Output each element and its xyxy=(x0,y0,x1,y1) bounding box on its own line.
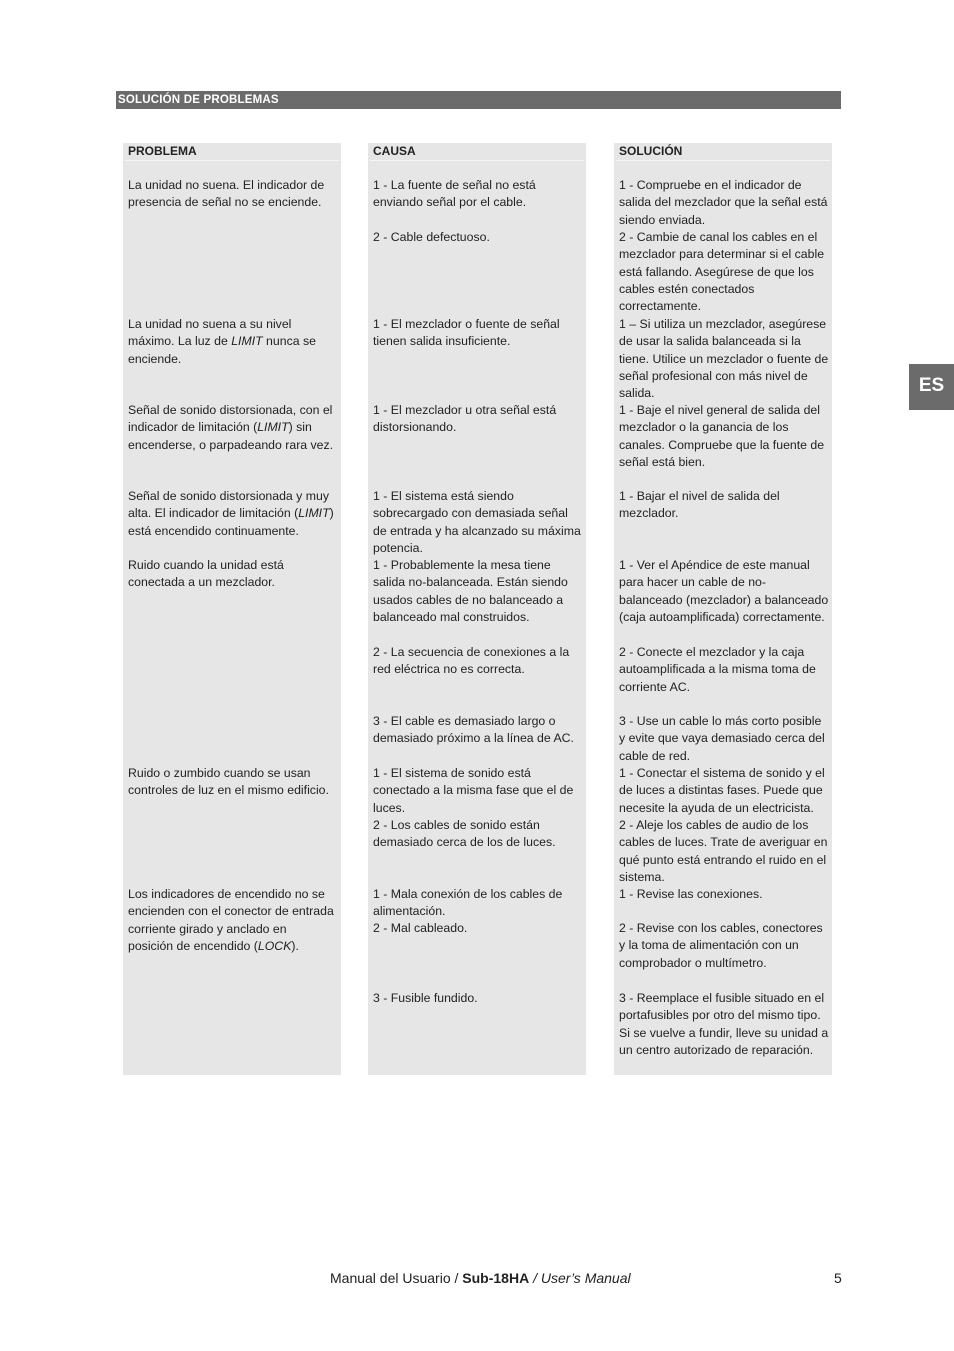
limit-term: LIMIT xyxy=(298,506,330,521)
solucion-item: 3 - Reemplace el fusible situado en el portafusibles por otro del mismo tipo. Si se vuelve a fundir, lleve su unidad a un centro autorizado de reparación. xyxy=(619,991,829,1057)
solucion-item: 1 – Si utiliza un mezclador, asegúrese de usar la salida balanceada si la tiene. Utilice un mezclador o fuente de señal profesional con más nivel de salida. xyxy=(619,317,829,401)
solucion-item: 1 - Ver el Apéndice de este manual para hacer un cable de no-balanceado (mezclador) a balanceado (caja autoamplificada) correctamente. xyxy=(619,558,829,624)
footer-model: Sub-18HA xyxy=(462,1270,530,1286)
lock-term: LOCK xyxy=(257,938,292,953)
causa-item: 2 - Mal cableado. xyxy=(373,921,468,935)
limit-term: LIMIT xyxy=(257,420,289,435)
causa-item: 2 - La secuencia de conexiones a la red eléctrica no es correcta. xyxy=(373,645,570,677)
limit-term: LIMIT xyxy=(231,334,263,349)
language-tab-label: ES xyxy=(918,375,945,396)
language-tab xyxy=(909,364,954,410)
causa-item: 1 - El mezclador u otra señal está distorsionando. xyxy=(373,403,557,435)
solucion-item: 1 - Revise las conexiones. xyxy=(619,887,763,901)
solucion-item: 2 - Conecte el mezclador y la caja autoamplificada a la misma toma de corriente AC. xyxy=(619,645,816,694)
problema-cell: Los indicadores de encendido no se encienden con el conector de entrada corriente girado y anclado en posición de encendido (LOCK). xyxy=(128,887,334,953)
problema-cell: Ruido cuando la unidad está conectada a un mezclador. xyxy=(128,558,284,590)
solucion-item: 1 - Baje el nivel general de salida del mezclador o la ganancia de los canales. Compruebe que la fuente de señal está bien. xyxy=(619,403,825,469)
header-divider xyxy=(616,160,830,161)
problema-cell: La unidad no suena. El indicador de presencia de señal no se enciende. xyxy=(128,178,325,210)
causa-item: 1 - Mala conexión de los cables de alimentación. xyxy=(373,887,563,919)
solucion-item: 1 - Bajar el nivel de salida del mezclador. xyxy=(619,489,780,521)
header-divider xyxy=(370,160,584,161)
problema-cell: Señal de sonido distorsionada y muy alta. El indicador de limitación (LIMIT) está encendido continuamente. xyxy=(128,489,334,538)
causa-item: 2 - Cable defectuoso. xyxy=(373,230,490,244)
solucion-column xyxy=(614,143,832,1075)
causa-item: 1 - La fuente de señal no está enviando señal por el cable. xyxy=(373,178,536,210)
footer-left-text: Manual del Usuario / xyxy=(330,1270,459,1286)
section-header-bar xyxy=(116,91,841,109)
causa-item: 3 - El cable es demasiado largo o demasiado próximo a la línea de AC. xyxy=(373,714,574,746)
solucion-item: 1 - Conectar el sistema de sonido y el de luces a distintas fases. Puede que necesite la ayuda de un electricista. xyxy=(619,766,825,815)
problema-cell: Señal de sonido distorsionada, con el indicador de limitación (LIMIT) sin encenderse, o parpadeando rara vez. xyxy=(128,403,334,452)
problema-column xyxy=(123,143,341,1075)
causa-item: 3 - Fusible fundido. xyxy=(373,991,478,1005)
solucion-item: 2 - Revise con los cables, conectores y la toma de alimentación con un comprobador o multímetro. xyxy=(619,921,823,970)
footer-right-text: / User’s Manual xyxy=(533,1270,631,1286)
problema-header: PROBLEMA xyxy=(128,144,197,158)
page-number: 5 xyxy=(834,1270,842,1286)
solucion-item: 2 - Aleje los cables de audio de los cables de luces. Trate de averiguar en qué punto está entrando el ruido en el sistema. xyxy=(619,818,828,884)
causa-item: 2 - Los cables de sonido están demasiado cerca de los de luces. xyxy=(373,818,556,850)
header-divider xyxy=(125,160,339,161)
solucion-item: 2 - Cambie de canal los cables en el mezclador para determinar si el cable está fallando. Asegúrese de que los cables estén conectados correctamente. xyxy=(619,230,825,314)
causa-header: CAUSA xyxy=(373,144,416,158)
causa-item: 1 - Probablemente la mesa tiene salida no-balanceada. Están siendo usados cables de no balanceado a balanceado mal construidos. xyxy=(373,558,568,624)
solucion-item: 3 - Use un cable lo más corto posible y evite que vaya demasiado cerca del cable de red. xyxy=(619,714,825,763)
causa-item: 1 - El mezclador o fuente de señal tienen salida insuficiente. xyxy=(373,317,560,349)
section-title: SOLUCIÓN DE PROBLEMAS xyxy=(118,94,279,106)
footer-title xyxy=(330,1270,631,1286)
solucion-item: 1 - Compruebe en el indicador de salida del mezclador que la señal está siendo enviada. xyxy=(619,178,828,227)
causa-column xyxy=(368,143,586,1075)
solucion-header: SOLUCIÓN xyxy=(619,144,683,158)
causa-item: 1 - El sistema está siendo sobrecargado con demasiada señal de entrada y ha alcanzado su máxima potencia. xyxy=(373,489,581,555)
problema-cell: Ruido o zumbido cuando se usan controles de luz en el mismo edificio. xyxy=(128,766,329,798)
causa-item: 1 - El sistema de sonido está conectado a la misma fase que el de luces. xyxy=(373,766,574,815)
problema-cell: La unidad no suena a su nivel máximo. La luz de LIMIT nunca se enciende. xyxy=(128,317,316,366)
